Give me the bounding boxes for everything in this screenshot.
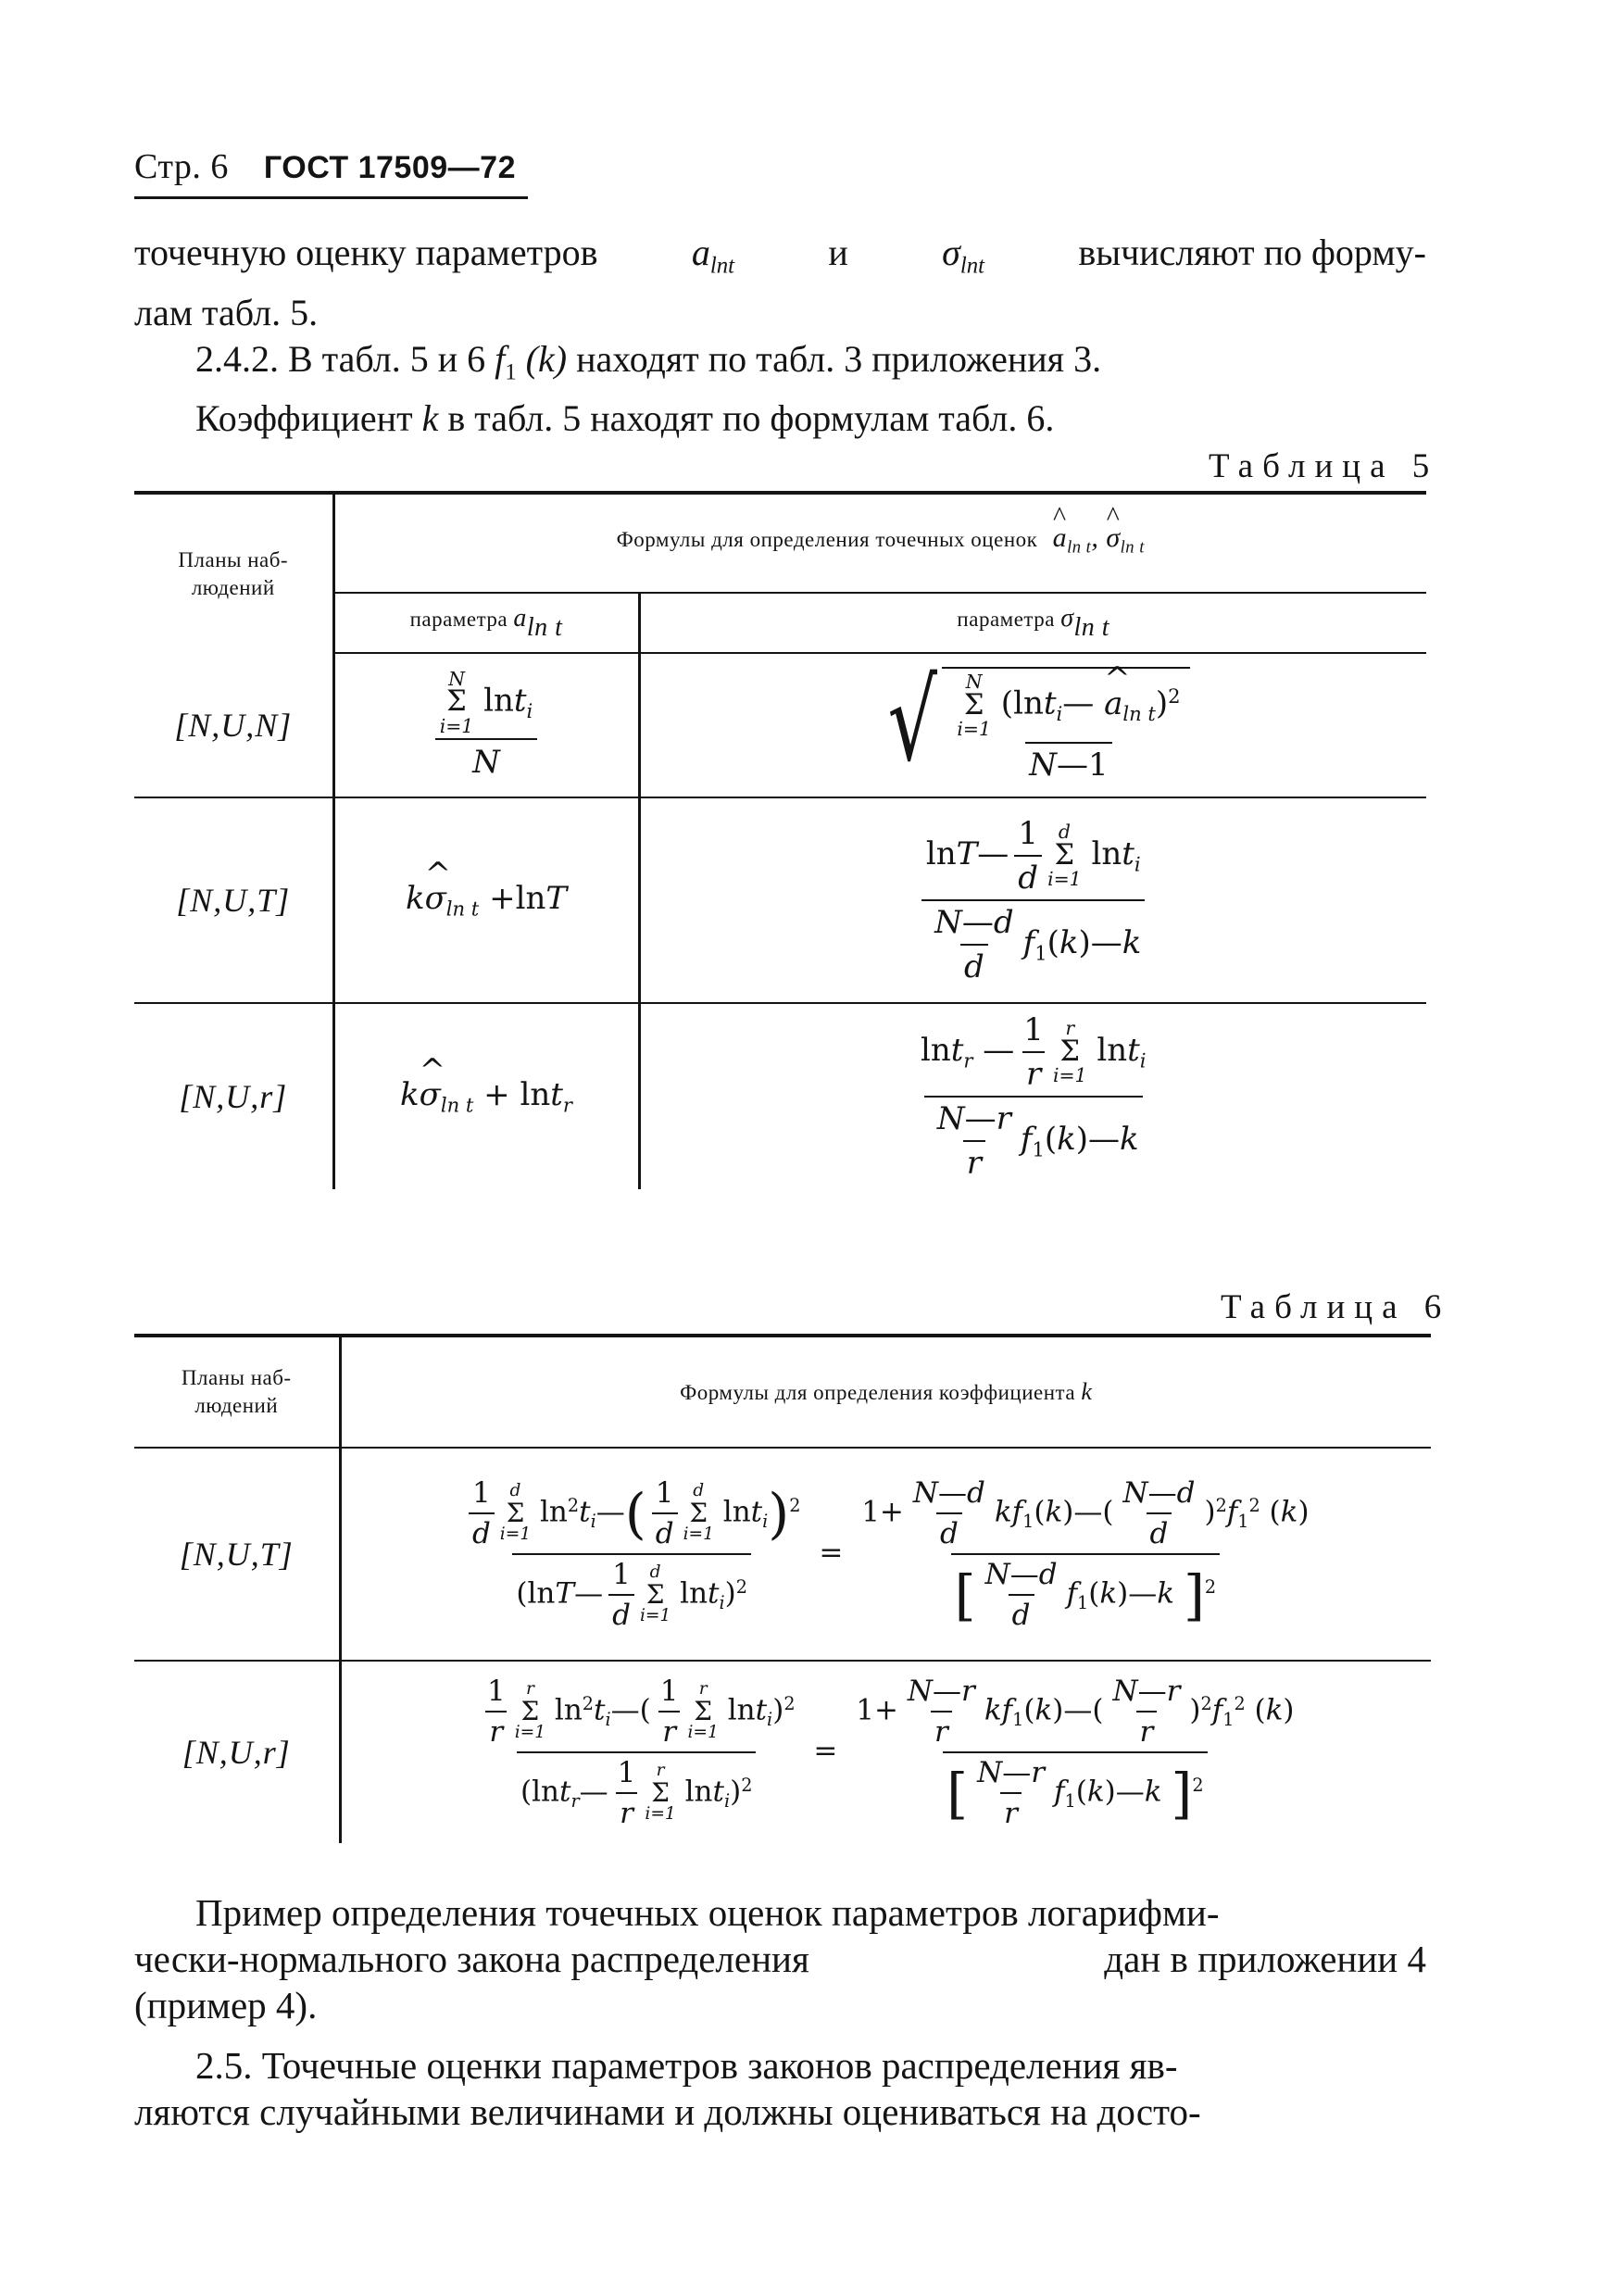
table6-row2-plan: [N,U,r] — [182, 1734, 291, 1771]
table5-subheader-sigma: параметра σln t — [639, 593, 1426, 653]
table6-header-formulas: Формулы для определения коэффициента k — [340, 1336, 1431, 1448]
table5-row3-sigma-formula: lnt$_r$ — $\frac{1}{r}$ r Σ i=1 lnt$_i$ $\frac{N—r}{r}$ $f_1(k)—k$ — [639, 1003, 1426, 1189]
table5-header-plans: Планы наб- людений — [134, 493, 333, 653]
intro-paragraph — [134, 230, 1431, 442]
example-line1: Пример определения точечных оценок параметров логарифми- — [195, 1891, 1220, 1934]
table6 — [134, 1334, 1431, 1843]
table5-caption: Таблица 5 — [1209, 447, 1439, 485]
table6-row1-plan: [N,U,T] — [134, 1448, 340, 1661]
intro-and: и — [828, 232, 848, 273]
table5-row1-plan: [N,U,N] — [134, 653, 333, 797]
header-rule — [134, 196, 528, 199]
standard-number: ГОСТ 17509—72 — [263, 150, 516, 185]
example-line2: чески-нормального закона распределения дан в приложении 4 — [134, 1938, 1426, 1980]
table6-row1-formula: $\frac{1}{d}$ d Σ i=1 $\ln^2t_i—$( $\frac{1}{d}$ d Σ i=1 lnt$_i$)$^2$ (lnT— $\frac{1}{d}$ d Σ i=1 lnt$_i$)$^2$ = 1+ $\frac{N—d}{d}$ $kf_1(k)—$( $\frac{N—d}{d}$ )$^2f_1^2$ (k) [ $\frac{N—d}{d}$ $f_1(k)—k$ ]$^2$ — [340, 1448, 1431, 1661]
table5-row2-a-formula: k^ $\sigma_{ln t} +\ln T$ — [333, 797, 639, 1003]
symbol-sigma-lnt: $\sigma_{lnt}$ — [942, 232, 985, 279]
table5-row2-sigma-formula: lnT— $\frac{1}{d}$ d Σ i=1 lnt$_i$ $\frac{N—d}{d}$ $f_1(k)—k$ — [639, 797, 1426, 1003]
table5-row3-plan: [N,U,r] — [179, 1078, 288, 1115]
paragraph-2-5 — [134, 2042, 1431, 2135]
intro-line2: лам табл. 5. — [134, 291, 319, 333]
table5-row2-plan: [N,U,T] — [134, 797, 333, 1003]
example-paragraph — [134, 1889, 1431, 2028]
coefficient-line: Коэффициент k в табл. 5 находят по формулам табл. 6. — [195, 397, 1055, 440]
table5-header-formulas: Формулы для определения точечных оценок ^ $a_{ln t}$, ^ $\sigma_{ln t}$ — [333, 493, 1426, 593]
p25-line2: ляются случайными величинами и должны оцениваться на досто- — [134, 2090, 1201, 2133]
table5-row3-a-formula: k^ $\sigma_{ln t} + \ln t_r$ — [333, 1003, 639, 1189]
paragraph-2-4-2: 2.4.2. В табл. 5 и 6 $f_1$ (k) находят по табл. 3 приложения 3. — [195, 337, 1102, 385]
p25-line1: 2.5. Точечные оценки параметров законов распределения яв- — [195, 2044, 1178, 2087]
symbol-a-lnt: $a_{lnt}$ — [691, 232, 734, 279]
table5-row1-a-formula: N Σ i=1 lnt$_i$ N — [333, 653, 639, 797]
table5-subheader-a: параметра aln t — [333, 593, 639, 653]
table6-caption: Таблица 6 — [1221, 1288, 1451, 1326]
intro-line1-end: вычисляют по форму- — [1078, 232, 1426, 273]
page-number: Стр. 6 — [134, 147, 229, 186]
table6-header-plans: Планы наб- людений — [134, 1336, 340, 1448]
table5 — [134, 491, 1426, 1189]
intro-line1-text: точечную оценку параметров — [134, 232, 598, 273]
table6-row2-formula: $\frac{1}{r}$ r Σ i=1 $\ln^2t_i—$( $\frac{1}{r}$ r Σ i=1 lnt$_i$)$^2$ (lnt$_r$— $\frac{1}{r}$ r Σ i=1 lnt$_i$)$^2$ = 1+ $\frac{N—r}{r}$ $kf_1(k)—$( $\frac{N—r}{r}$ )$^2f_1^2$ (k) [ $\frac{N—r}{r}$ $f_1(k)—k$ ]$^2$ — [340, 1661, 1431, 1843]
running-header — [134, 146, 516, 187]
table5-row1-sigma-formula: √ N Σ i=1 (lnt$_i$— ^ $a_{ln t})^2$ N—1 — [639, 653, 1426, 797]
example-line3: (пример 4). — [134, 1984, 318, 2026]
